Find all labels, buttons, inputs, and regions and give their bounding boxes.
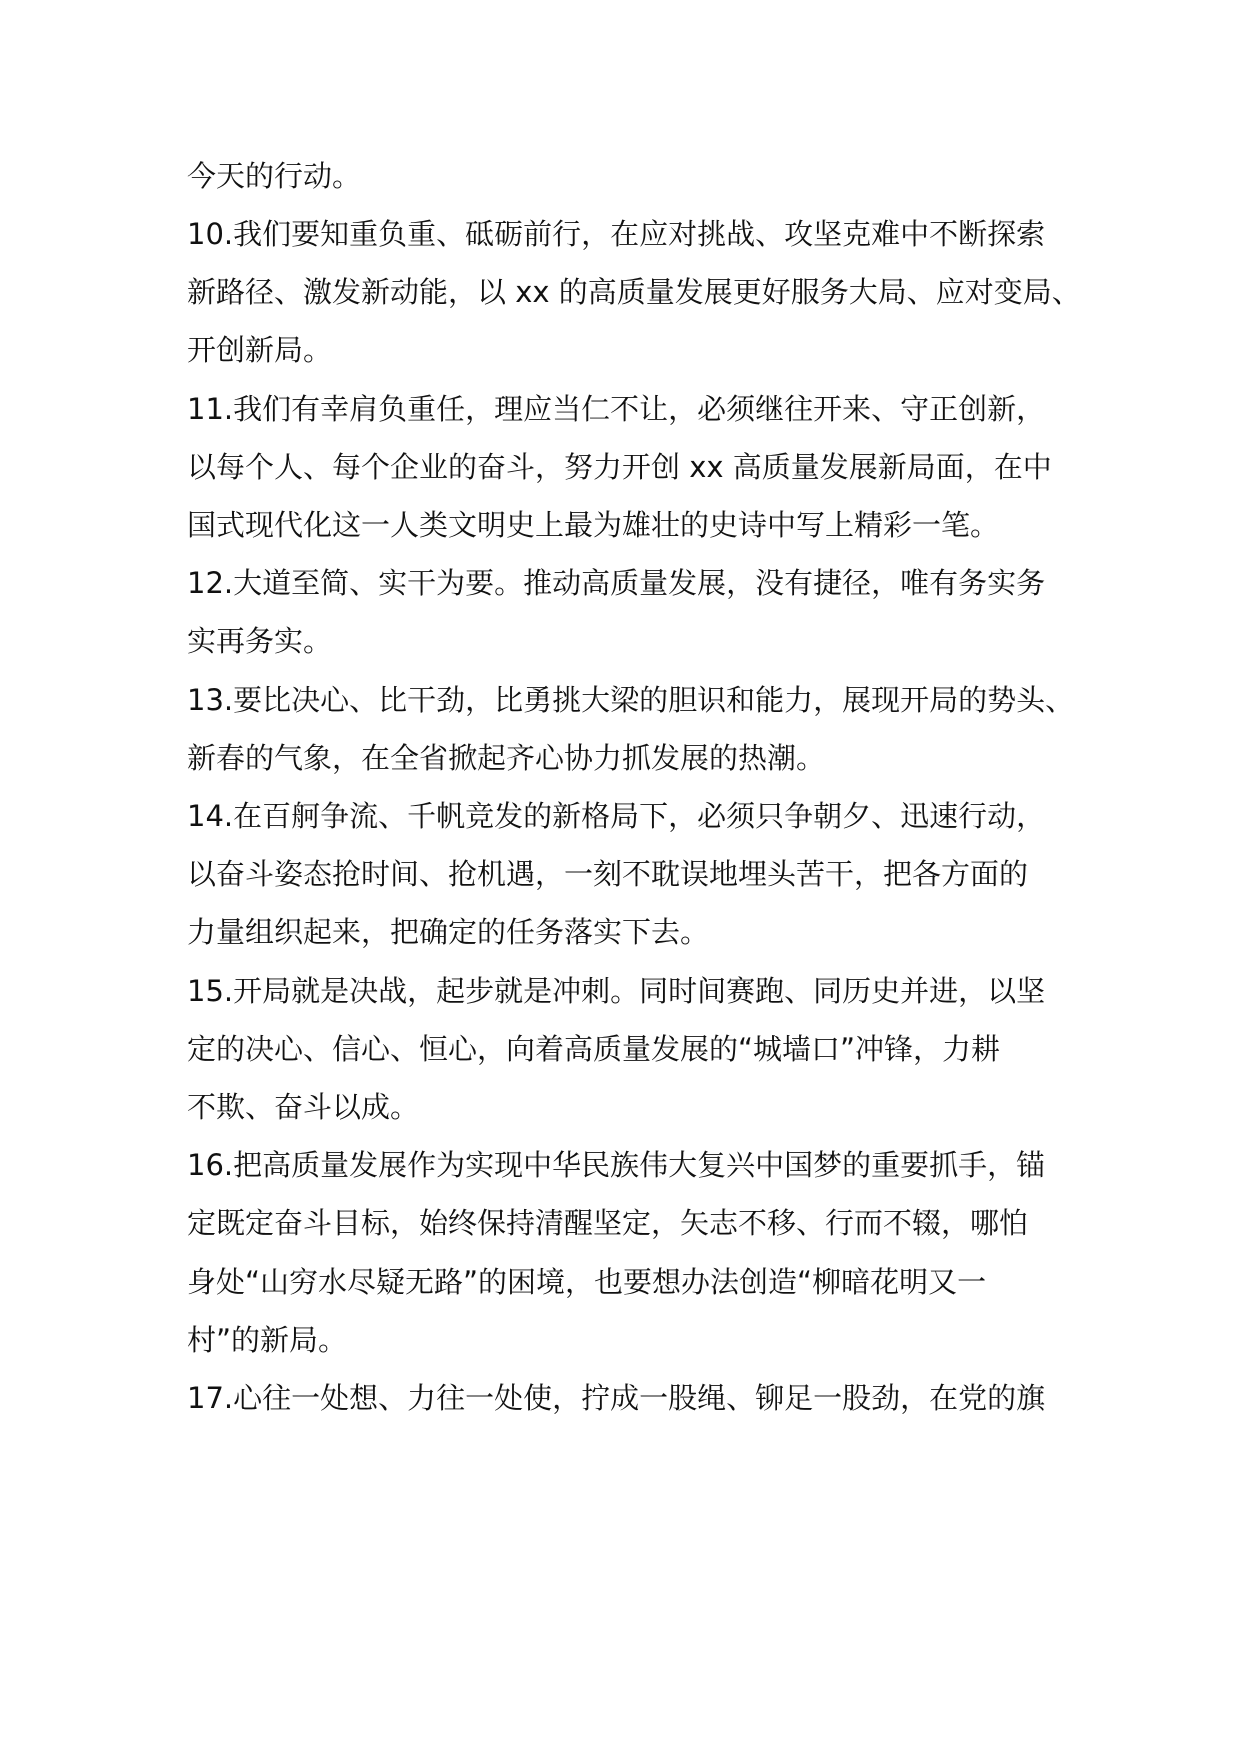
text-line: 定的决心、信心、恒心，向着高质量发展的“城墙口”冲锋，力耕 [187, 1032, 1001, 1066]
text-line: 11.我们有幸肩负重任，理应当仁不让，必须继往开来、守正创新， [187, 392, 1046, 426]
text-line: 定既定奋斗目标，始终保持清醒坚定，矢志不移、行而不辍，哪怕 [187, 1206, 1029, 1240]
text-line: 13.要比决心、比干劲，比勇挑大梁的胆识和能力，展现开局的势头、 [187, 683, 1075, 717]
text-line: 今天的行动。 [187, 159, 362, 193]
text-line: 16.把高质量发展作为实现中华民族伟大复兴中国梦的重要抓手，锚 [187, 1148, 1046, 1182]
text-line: 新春的气象，在全省掀起齐心协力抓发展的热潮。 [187, 741, 826, 775]
text-line: 开创新局。 [187, 333, 333, 367]
text-line: 新路径、激发新动能，以 xx 的高质量发展更好服务大局、应对变局、 [187, 275, 1081, 309]
text-line: 14.在百舸争流、千帆竞发的新格局下，必须只争朝夕、迅速行动， [187, 799, 1046, 833]
text-line: 实再务实。 [187, 624, 333, 658]
text-line: 力量组织起来，把确定的任务落实下去。 [187, 915, 710, 949]
text-line: 以奋斗姿态抢时间、抢机遇，一刻不耽误地埋头苦干，把各方面的 [187, 857, 1029, 891]
text-line: 国式现代化这一人类文明史上最为雄壮的史诗中写上精彩一笔。 [187, 508, 1000, 542]
text-line: 不欺、奋斗以成。 [187, 1090, 420, 1124]
text-line: 10.我们要知重负重、砥砺前行，在应对挑战、攻坚克难中不断探索 [187, 217, 1046, 251]
text-line: 村”的新局。 [187, 1323, 348, 1357]
text-line: 17.心往一处想、力往一处使，拧成一股绳、铆足一股劲，在党的旗 [187, 1381, 1046, 1415]
text-line: 以每个人、每个企业的奋斗，努力开创 xx 高质量发展新局面，在中 [187, 450, 1052, 484]
text-line: 12.大道至简、实干为要。推动高质量发展，没有捷径，唯有务实务 [187, 566, 1046, 600]
text-line: 身处“山穷水尽疑无路”的困境，也要想办法创造“柳暗花明又一 [187, 1265, 987, 1299]
text-line: 15.开局就是决战，起步就是冲刺。同时间赛跑、同历史并进，以坚 [187, 974, 1046, 1008]
